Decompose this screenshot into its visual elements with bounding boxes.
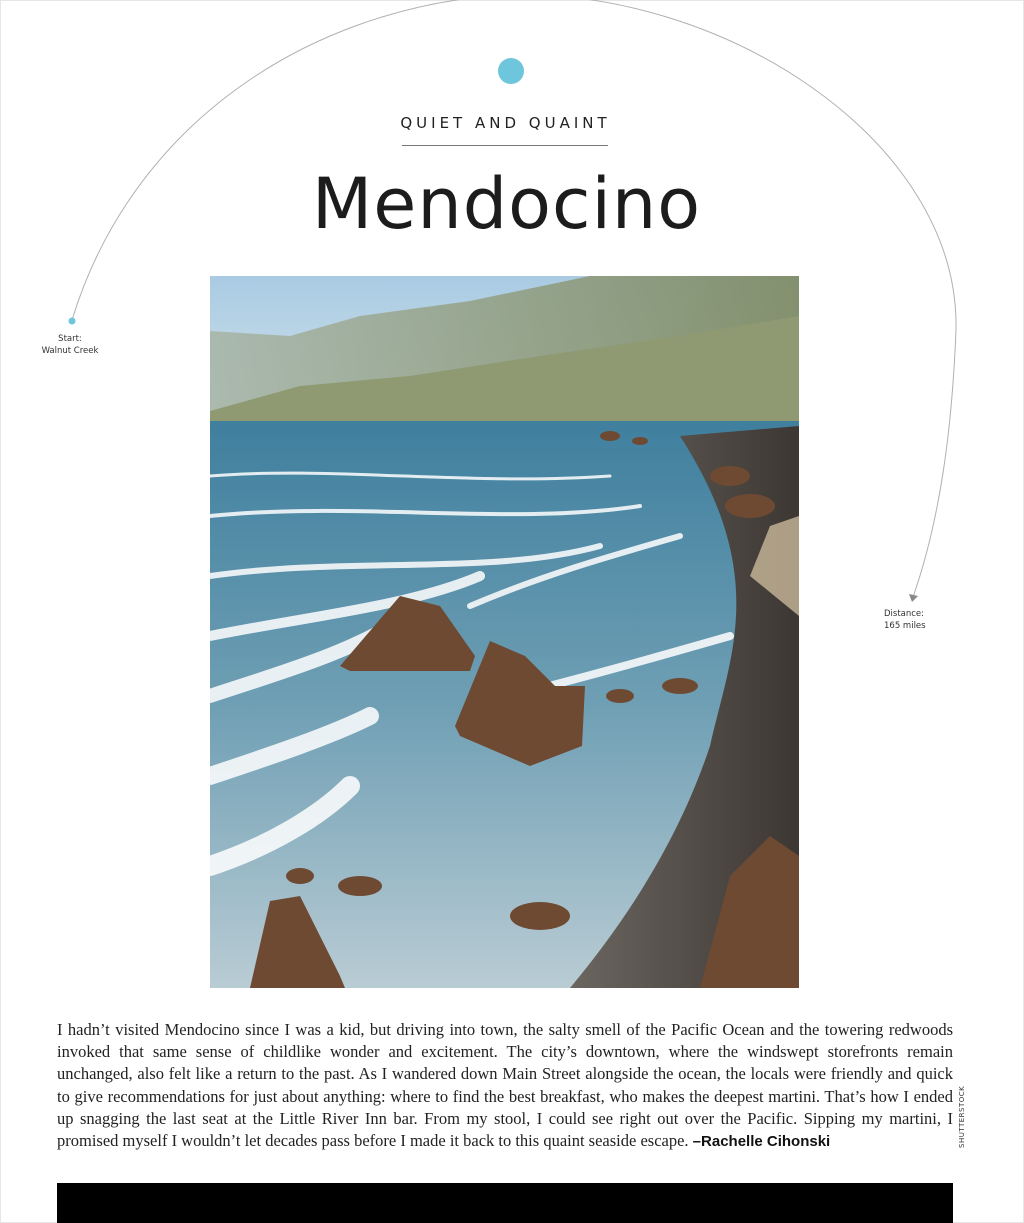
photo-credit: SHUTTERSTOCK bbox=[958, 1085, 966, 1148]
distance-caption: Distance: bbox=[884, 609, 925, 619]
start-dot bbox=[69, 318, 76, 325]
kicker-divider bbox=[402, 145, 608, 146]
start-label bbox=[38, 333, 102, 357]
article-text: I hadn’t visited Mendocino since I was a kid, but driving into town, the salty smell of the Pacific Ocean and the towering redwoods invoked that same sense of childlike wonder and excitement. The city’s downtown, where the windswept storefronts remain unchanged, also felt like a return to the past. As I wandered down Main Street alongside the ocean, the locals were friendly and quick to give recommendations for just about anything: where to find the best breakfast, who makes the deepest martini. That’s how I ended up snagging the last seat at the Little River Inn bar. From my stool, I could see right out over the Pacific. Sipping my martini, I promised myself I wouldn’t let decades pass before I made it back to this quaint seaside escape. bbox=[57, 1020, 953, 1151]
coastal-landscape-photo bbox=[210, 276, 799, 988]
distance-value: 165 miles bbox=[884, 621, 926, 631]
author-byline: –Rachelle Cihonski bbox=[692, 1133, 831, 1151]
section-kicker: QUIET AND QUAINT bbox=[400, 114, 611, 132]
page-title: Mendocino bbox=[311, 163, 702, 245]
start-caption: Start: bbox=[58, 334, 82, 344]
destination-marker-dot bbox=[498, 58, 524, 84]
article-body bbox=[57, 1019, 953, 1153]
destination-arrow-icon bbox=[909, 594, 918, 602]
start-location: Walnut Creek bbox=[41, 346, 99, 356]
footer-bar bbox=[57, 1183, 953, 1223]
distance-label bbox=[884, 608, 936, 632]
